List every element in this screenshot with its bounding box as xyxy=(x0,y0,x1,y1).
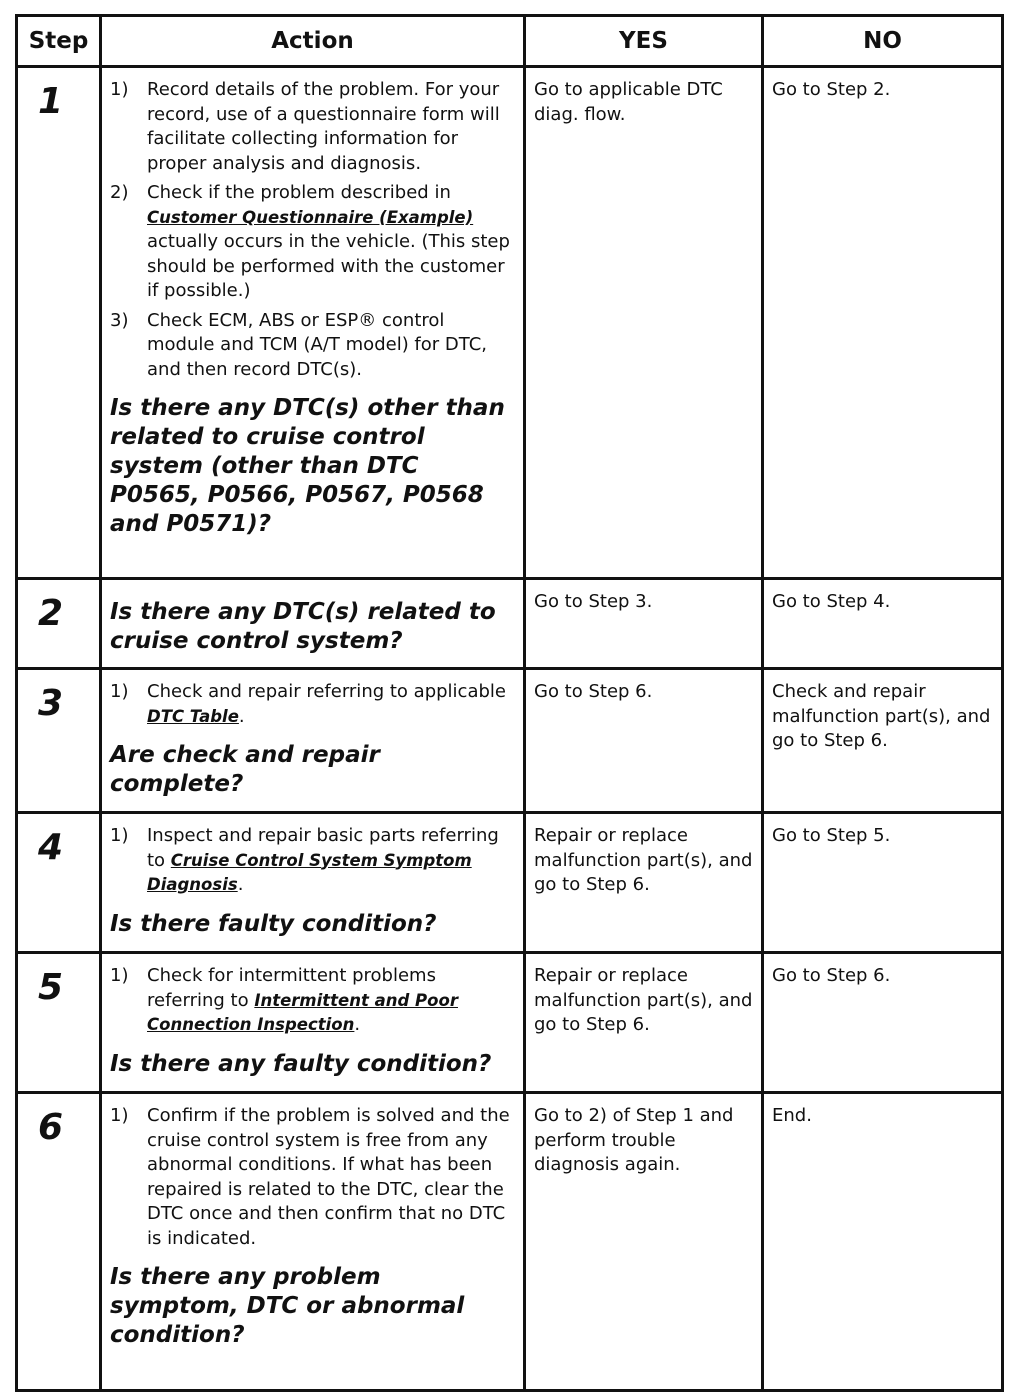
no-cell: Go to Step 2. xyxy=(763,67,1003,579)
step-cell xyxy=(17,813,101,953)
item-text: actually occurs in the vehicle. (This step should be performed with the customer if possible.) xyxy=(147,231,510,301)
table-row xyxy=(17,1093,1003,1391)
header-yes: YES xyxy=(525,16,763,67)
no-cell: End. xyxy=(763,1093,1003,1391)
yes-cell: Go to 2) of Step 1 and perform trouble diagnosis again. xyxy=(525,1093,763,1391)
diagnosis-flow-table xyxy=(15,14,1004,1392)
step-cell xyxy=(17,1093,101,1391)
yes-cell: Repair or replace malfunction part(s), and go to Step 6. xyxy=(525,813,763,953)
action-cell xyxy=(101,813,525,953)
item-text: . xyxy=(237,874,244,895)
table-row xyxy=(17,67,1003,579)
step-number: 2 xyxy=(38,593,64,634)
no-cell: Go to Step 4. xyxy=(763,579,1003,669)
list-item xyxy=(110,181,515,304)
action-list xyxy=(110,78,515,382)
header-step: Step xyxy=(17,16,101,67)
item-text: Inspect and repair basic parts referring to xyxy=(147,825,499,871)
question-text: Is there any problem symptom, DTC or abnormal condition? xyxy=(110,1264,465,1348)
item-text: . xyxy=(354,1014,361,1035)
item-text: Check and repair referring to applicable xyxy=(147,681,506,702)
step-number: 1 xyxy=(38,81,64,122)
step-cell xyxy=(17,953,101,1093)
action-cell xyxy=(101,669,525,813)
action-cell xyxy=(101,579,525,669)
table-row xyxy=(17,579,1003,669)
list-item xyxy=(110,1104,515,1251)
item-text: Confirm if the problem is solved and the cruise control system is free from any abnormal conditions. If what has been repaired is related to the DTC, clear the DTC once and then confirm that no DTC is indicated. xyxy=(147,1105,510,1249)
no-cell: Go to Step 6. xyxy=(763,953,1003,1093)
step-number: 3 xyxy=(38,683,64,724)
header-row xyxy=(17,16,1003,67)
action-list xyxy=(110,824,515,898)
action-list xyxy=(110,680,515,729)
no-cell: Check and repair malfunction part(s), and go to Step 6. xyxy=(763,669,1003,813)
step-cell xyxy=(17,669,101,813)
action-cell xyxy=(101,67,525,579)
item-number: 2) xyxy=(110,182,129,203)
table-row xyxy=(17,669,1003,813)
question-text: Is there any DTC(s) related to cruise control system? xyxy=(110,599,496,654)
header-action: Action xyxy=(101,16,525,67)
yes-cell: Go to Step 3. xyxy=(525,579,763,669)
item-text: . xyxy=(238,705,245,727)
yes-cell: Go to Step 6. xyxy=(525,669,763,813)
item-text: Check ECM, ABS or ESP® control module and TCM (A/T model) for DTC, and then record DTC(s). xyxy=(147,309,487,380)
yes-cell: Go to applicable DTC diag. flow. xyxy=(525,67,763,579)
item-number: 1) xyxy=(110,681,129,702)
customer-questionnaire-link[interactable]: Customer Questionnaire (Example) xyxy=(147,207,474,227)
header-no: NO xyxy=(763,16,1003,67)
yes-cell: Repair or replace malfunction part(s), and go to Step 6. xyxy=(525,953,763,1093)
table-row xyxy=(17,953,1003,1093)
item-number: 1) xyxy=(110,825,129,846)
list-item xyxy=(110,78,515,176)
action-cell xyxy=(101,1093,525,1391)
table-row xyxy=(17,813,1003,953)
step-number: 4 xyxy=(38,827,64,868)
item-number: 1) xyxy=(110,965,129,986)
action-list xyxy=(110,964,515,1038)
list-item xyxy=(110,680,515,729)
dtc-table-link[interactable]: DTC Table xyxy=(147,706,239,726)
action-list xyxy=(110,1104,515,1251)
list-item xyxy=(110,309,515,383)
question-text: Is there any faulty condition? xyxy=(110,1050,492,1077)
list-item xyxy=(110,824,515,898)
question-text: Is there any DTC(s) other than related to cruise control system (other than DTC P0565, P0566, P0567, P0568 and P0571)? xyxy=(110,395,505,537)
question-text: Are check and repair complete? xyxy=(110,742,380,797)
item-number: 3) xyxy=(110,309,129,331)
question-text: Is there faulty condition? xyxy=(110,910,437,937)
step-cell xyxy=(17,67,101,579)
intermittent-connection-inspection-link[interactable]: Intermittent and Poor Connection Inspection xyxy=(147,990,458,1034)
step-number: 6 xyxy=(38,1107,64,1148)
cruise-control-symptom-diagnosis-link[interactable]: Cruise Control System Symptom Diagnosis xyxy=(147,850,472,894)
item-number: 1) xyxy=(110,79,129,100)
item-text: Record details of the problem. For your record, use of a questionnaire form will facilitate collecting information for proper analysis and diagnosis. xyxy=(147,79,500,174)
step-cell xyxy=(17,579,101,669)
item-number: 1) xyxy=(110,1105,129,1126)
action-cell xyxy=(101,953,525,1093)
step-number: 5 xyxy=(38,967,64,1008)
list-item xyxy=(110,964,515,1038)
item-text: Check for intermittent problems referring to xyxy=(147,965,436,1011)
no-cell: Go to Step 5. xyxy=(763,813,1003,953)
item-text: Check if the problem described in xyxy=(147,182,451,203)
